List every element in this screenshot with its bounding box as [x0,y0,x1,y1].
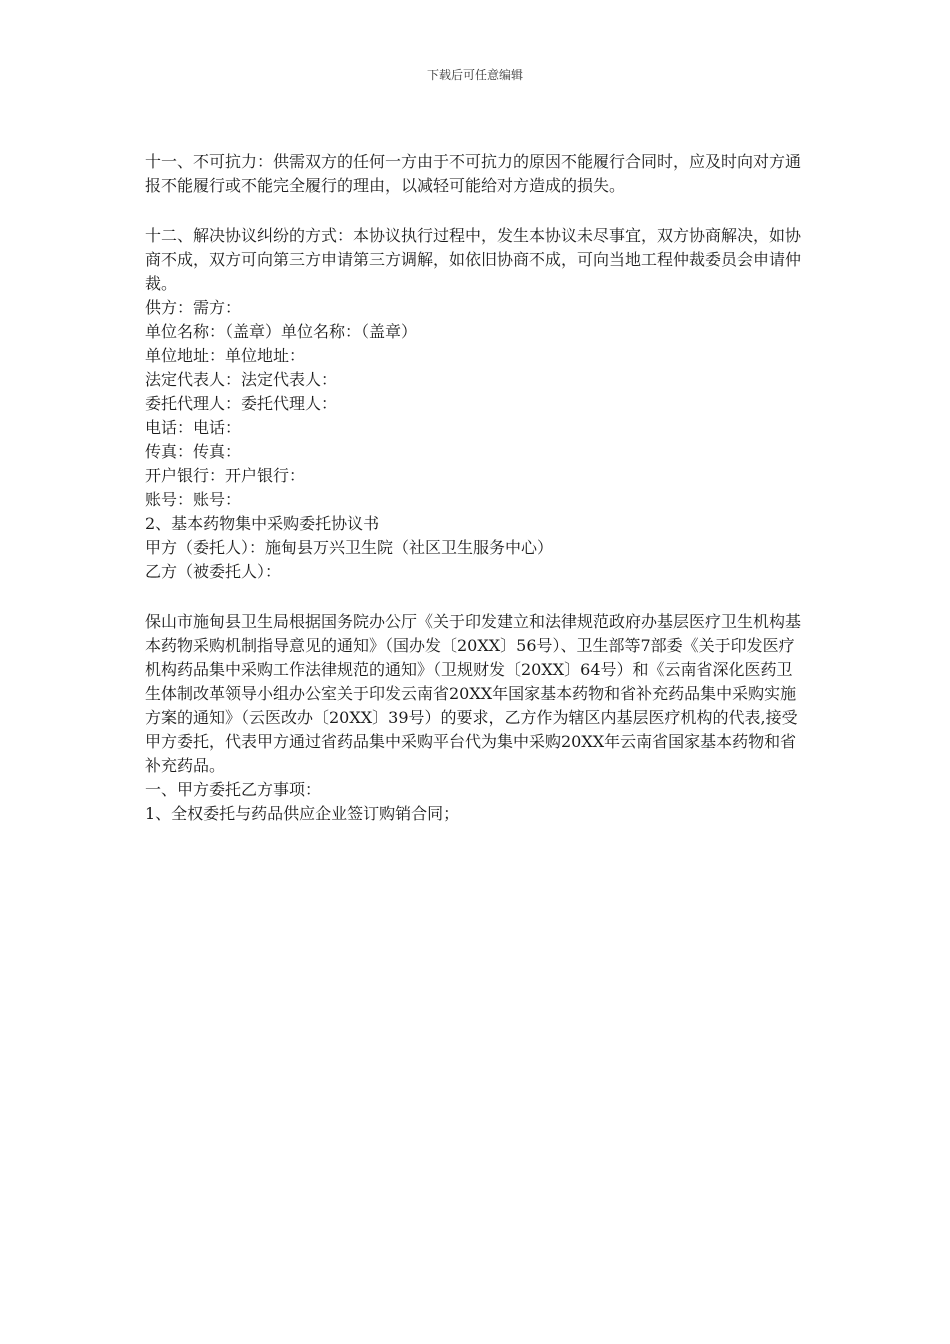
party-a: 甲方（委托人）：施甸县万兴卫生院（社区卫生服务中心） [145,538,554,557]
field-phone: 电话：电话： [145,418,242,437]
field-unit-name: 单位名称：（盖章）单位名称：（盖章） [145,322,418,341]
field-fax: 传真：传真： [145,442,242,461]
paragraph-disputes: 十二、解决协议纠纷的方式：本协议执行过程中，发生本协议未尽事宜，双方协商解决，如协商不成，双方可向第三方申请第三方调解，如依旧协商不成，可向当地工程仲裁委员会申请仲裁。 [145,226,802,293]
paragraph-basis: 保山市施甸县卫生局根据国务院办公厅《关于印发建立和法律规范政府办基层医疗卫生机构基本药物采购机制指导意见的通知》（国办发〔20XX〕56号）、卫生部等7部委《关于印发医疗机构药品集中采购工作法律规范的通知》（卫规财发〔20XX〕64号）和《云南省深化医药卫生体制改革领导小组办公室关于印发云南省20XX年国家基本药物和省补充药品集中采购实施方案的通知》（云医改办〔20XX〕39号）的要求，乙方作为辖区内基层医疗机构的代表,接受甲方委托，代表甲方通过省药品集中采购平台代为集中采购20XX年云南省国家基本药物和省补充药品。 [145,612,802,775]
paragraph-force-majeure: 十一、不可抗力：供需双方的任何一方由于不可抗力的原因不能履行合同时，应及时向对方通报不能履行或不能完全履行的理由，以减轻可能给对方造成的损失。 [145,152,802,195]
field-account: 账号：账号： [145,490,242,509]
document-body [145,150,805,826]
item-1: 1、全权委托与药品供应企业签订购销合同； [145,804,460,823]
field-legal-representative: 法定代表人：法定代表人： [145,370,338,389]
party-b: 乙方（被委托人）： [145,562,282,581]
field-agent: 委托代理人：委托代理人： [145,394,338,413]
field-parties: 供方：需方： [145,298,242,317]
item-heading: 一、甲方委托乙方事项： [145,780,322,799]
header-note: 下载后可任意编辑 [426,68,523,82]
section-title: 2、基本药物集中采购委托协议书 [145,514,380,533]
field-bank: 开户银行：开户银行： [145,466,306,485]
field-unit-address: 单位地址：单位地址： [145,346,306,365]
